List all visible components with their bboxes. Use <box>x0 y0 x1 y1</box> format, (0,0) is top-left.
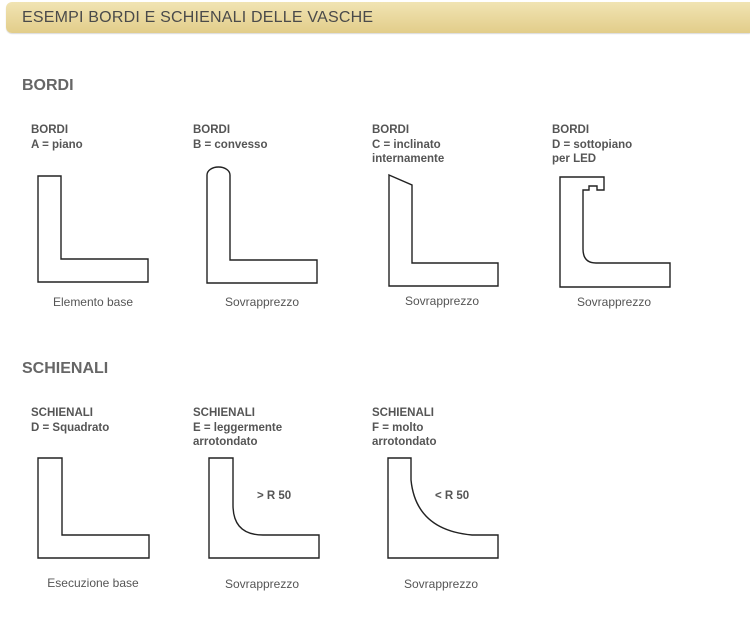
item-title: SCHIENALI <box>372 407 434 419</box>
item-title: BORDI <box>552 124 590 136</box>
item-title: SCHIENALI <box>193 407 255 419</box>
item-desc: E = leggermente <box>193 421 283 434</box>
radius-label-e: > R 50 <box>257 490 292 502</box>
bordi-item-d-caption: Sovrapprezzo <box>576 295 652 309</box>
item-desc: per LED <box>552 153 597 165</box>
item-title: SCHIENALI <box>31 407 93 419</box>
bordi-item-b-caption: Sovrapprezzo <box>224 295 300 309</box>
item-desc: C = inclinato <box>372 138 441 151</box>
section-title-schienali: SCHIENALI <box>22 360 109 377</box>
item-desc: D = Squadrato <box>31 421 110 434</box>
item-desc: F = molto <box>372 421 424 434</box>
bordi-item-c-caption: Sovrapprezzo <box>404 294 480 308</box>
section-title-bordi: BORDI <box>22 77 74 94</box>
item-title: BORDI <box>372 124 410 136</box>
item-desc: arrotondato <box>193 436 258 448</box>
schienali-item-f-caption: Sovrapprezzo <box>403 577 479 591</box>
bordi-item-a-caption: Elemento base <box>52 295 134 309</box>
schienali-item-d-caption: Esecuzione base <box>47 576 139 590</box>
schienali-item-e-caption: Sovrapprezzo <box>224 577 300 591</box>
item-title: BORDI <box>193 124 231 136</box>
item-desc: internamente <box>372 153 445 165</box>
item-desc: arrotondato <box>372 436 437 448</box>
item-desc: D = sottopiano <box>552 138 633 151</box>
item-title: BORDI <box>31 124 69 136</box>
item-desc: B = convesso <box>193 138 268 151</box>
page-title: ESEMPI BORDI E SCHIENALI DELLE VASCHE <box>22 9 374 26</box>
radius-label-f: < R 50 <box>435 490 470 502</box>
item-desc: A = piano <box>31 138 83 151</box>
